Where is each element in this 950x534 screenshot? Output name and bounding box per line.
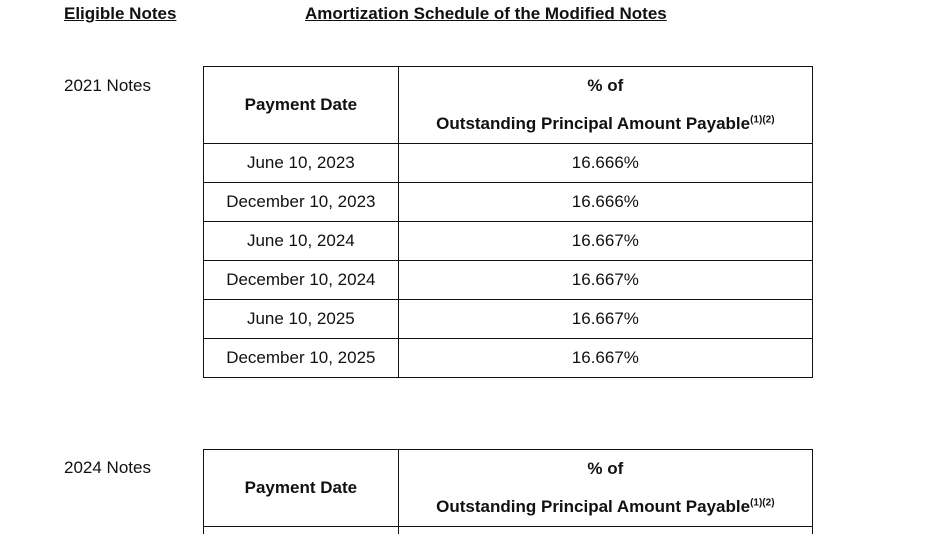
payment-date-cell: June 10, 2023: [204, 144, 399, 183]
table-header-row: [204, 67, 813, 144]
table-row: [204, 222, 813, 261]
table-row: [204, 261, 813, 300]
payment-date-cell: June 10, 2025: [204, 300, 399, 339]
percent-header: [398, 67, 812, 144]
schedule-table-2021: [203, 66, 813, 378]
table-row: [204, 183, 813, 222]
percent-header-text: Outstanding Principal Amount Payable: [436, 114, 751, 133]
schedule-table-2024: [203, 449, 813, 534]
percent-cell: 16.667%: [398, 222, 812, 261]
percent-cell: 16.667%: [398, 339, 812, 378]
percent-cell: [398, 527, 812, 534]
percent-header-line1: % of: [587, 76, 624, 95]
amortization-schedule-heading: Amortization Schedule of the Modified Notes: [305, 4, 667, 23]
percent-cell: 16.666%: [398, 183, 812, 222]
table-row: [204, 527, 813, 534]
payment-date-cell: December 10, 2025: [204, 339, 399, 378]
percent-cell: 16.667%: [398, 300, 812, 339]
percent-header: [398, 450, 812, 527]
payment-date-cell: December 10, 2023: [204, 183, 399, 222]
percent-header-line2: [399, 488, 812, 526]
percent-header-text: Outstanding Principal Amount Payable: [436, 497, 751, 516]
table-row: [204, 300, 813, 339]
payment-date-cell: June 10, 2024: [204, 222, 399, 261]
payment-date-cell: December 10, 2024: [204, 261, 399, 300]
percent-header-line2: [399, 105, 812, 143]
footnote-markers: (1)(2): [750, 114, 775, 126]
footnote-markers: (1)(2): [750, 497, 775, 509]
table-row: [204, 144, 813, 183]
table-row: [204, 339, 813, 378]
payment-date-cell: [204, 527, 399, 534]
section-label-2024-notes: 2024 Notes: [64, 458, 151, 477]
table-header-row: [204, 450, 813, 527]
payment-date-header: Payment Date: [204, 450, 399, 527]
section-label-2021-notes: 2021 Notes: [64, 76, 151, 95]
percent-cell: 16.666%: [398, 144, 812, 183]
eligible-notes-heading: Eligible Notes: [64, 4, 177, 23]
percent-header-line1: % of: [587, 459, 624, 478]
percent-cell: 16.667%: [398, 261, 812, 300]
payment-date-header: Payment Date: [204, 67, 399, 144]
